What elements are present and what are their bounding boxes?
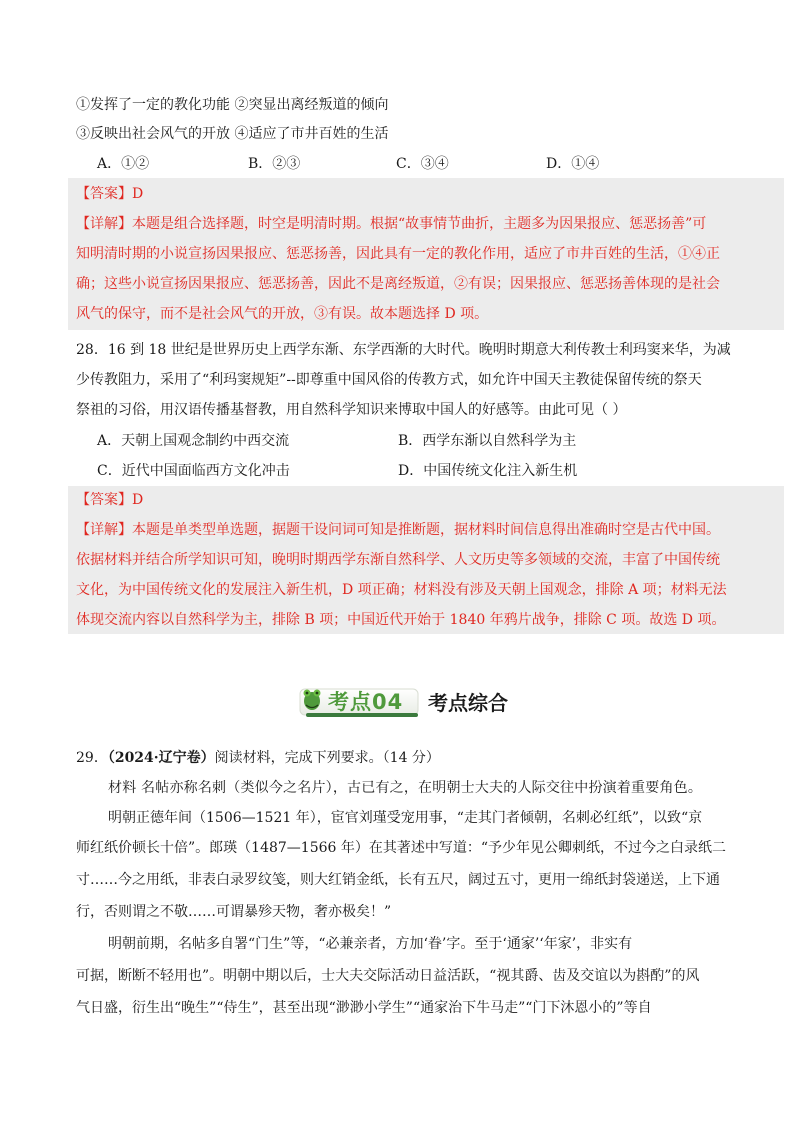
q29-material-line-1: 材料 名帖亦称名刺（类似今之名片），古已有之，在明朝士大夫的人际交往中扮演着重要角色。 (108, 780, 703, 796)
q28-stem-line-1: 28．16 到 18 世纪是世界历史上西学东渐、东学西渐的大时代。晚明时期意大利传教士利玛窦来华，为减 (76, 342, 731, 358)
detail-27-line-3: 确；这些小说宣扬因果报应、惩恶扬善，因此不是离经叛道，②有误；因果报应、惩恶扬善体现的是社会 (76, 276, 720, 292)
q29-material-line-8: 气日盛，衍生出“晚生”“侍生”，甚至出现“渺渺小学生”“通家治下牛马走”“门下沐恩小的”等自 (76, 1000, 652, 1016)
detail-28-line-4: 体现交流内容以自然科学为主，排除 B 项；中国近代开始于 1840 年鸦片战争，排除 C 项。故选 D 项。 (76, 612, 726, 628)
q29-material-line-6: 明朝前期，名帖多自署“门生”等，“必兼亲者，方加‘眷’字。至于‘通家’‘年家’，非实有 (108, 936, 633, 952)
q28-stem-line-2: 少传教阻力，采用了“利玛窦规矩”--即尊重中国风俗的传教方式，如允许中国天主教徒保留传统的祭天 (76, 372, 702, 388)
detail-28-line-2: 依据材料并结合所学知识可知，晚明时期西学东渐自然科学、人文历史等多领域的交流，丰富了中国传统 (76, 552, 720, 568)
answer-28: 【答案】D (76, 492, 144, 508)
option-d: D．①④ (546, 156, 600, 172)
section-badge-text: 考点04 (328, 690, 404, 714)
section-badge (298, 683, 420, 719)
q28-option-b: B．西学东渐以自然科学为主 (398, 433, 577, 449)
detail-27-line-1: 【详解】本题是组合选择题，时空是明清时期。根据“故事情节曲折，主题多为因果报应、惩恶扬善”可 (76, 216, 707, 232)
q28-option-a: A．天朝上国观念制约中西交流 (97, 433, 290, 449)
section-title: 考点综合 (428, 691, 508, 715)
q28-option-c: C．近代中国面临西方文化冲击 (97, 463, 290, 479)
detail-27-line-4: 风气的保守，而不是社会风气的开放，③有误。故本题选择 D 项。 (76, 306, 489, 322)
q28-option-d: D．中国传统文化注入新生机 (398, 463, 578, 479)
option-c: C．③④ (396, 156, 449, 172)
detail-28-line-1: 【详解】本题是单类型单选题，据题干设问词可知是推断题，据材料时间信息得出准确时空是古代中国。 (76, 522, 720, 538)
statement-1-2: ①发挥了一定的教化功能 ②突显出离经叛道的倾向 (76, 97, 389, 113)
detail-28-line-3: 文化，为中国传统文化的发展注入新生机，D 项正确；材料没有涉及天朝上国观念，排除 A 项；材料无法 (76, 582, 727, 598)
detail-27-line-2: 知明清时期的小说宣扬因果报应、惩恶扬善，因此具有一定的教化作用，适应了市井百姓的生活，①④正 (76, 246, 720, 262)
frog-icon (304, 690, 321, 711)
option-a: A．①② (97, 156, 150, 172)
q29-material-line-5: 行，否则谓之不敬……可谓暴殄天物，奢亦极矣！” (76, 904, 392, 920)
q29-material-line-4: 寸……今之用纸，非表白录罗纹笺，则大红销金纸，长有五尺，阔过五寸，更用一绵纸封袋递送，上下通 (76, 872, 720, 888)
q29-material-line-2: 明朝正德年间（1506—1521 年），宦官刘瑾受宠用事，“走其门者倾朝，名刺必红纸”，以致“京 (108, 810, 703, 826)
answer-27: 【答案】D (76, 186, 144, 202)
option-b: B．②③ (248, 156, 301, 172)
q29-material-line-3: 师红纸价顿长十倍”。郎瑛（1487—1566 年）在其著述中写道：“予少年见公卿刺纸，不过今之白录纸二 (76, 840, 727, 856)
q29-header: 29．（2024·辽宁卷）阅读材料，完成下列要求。（14 分） (76, 750, 440, 766)
statement-3-4: ③反映出社会风气的开放 ④适应了市井百姓的生活 (76, 126, 389, 142)
q28-stem-line-3: 祭祖的习俗，用汉语传播基督教，用自然科学知识来博取中国人的好感等。由此可见（ ） (76, 402, 627, 418)
q29-material-line-7: 可据，断断不轻用也”。明朝中期以后，士大夫交际活动日益活跃，“视其爵、齿及交谊以为斟酌”的风 (76, 968, 700, 984)
